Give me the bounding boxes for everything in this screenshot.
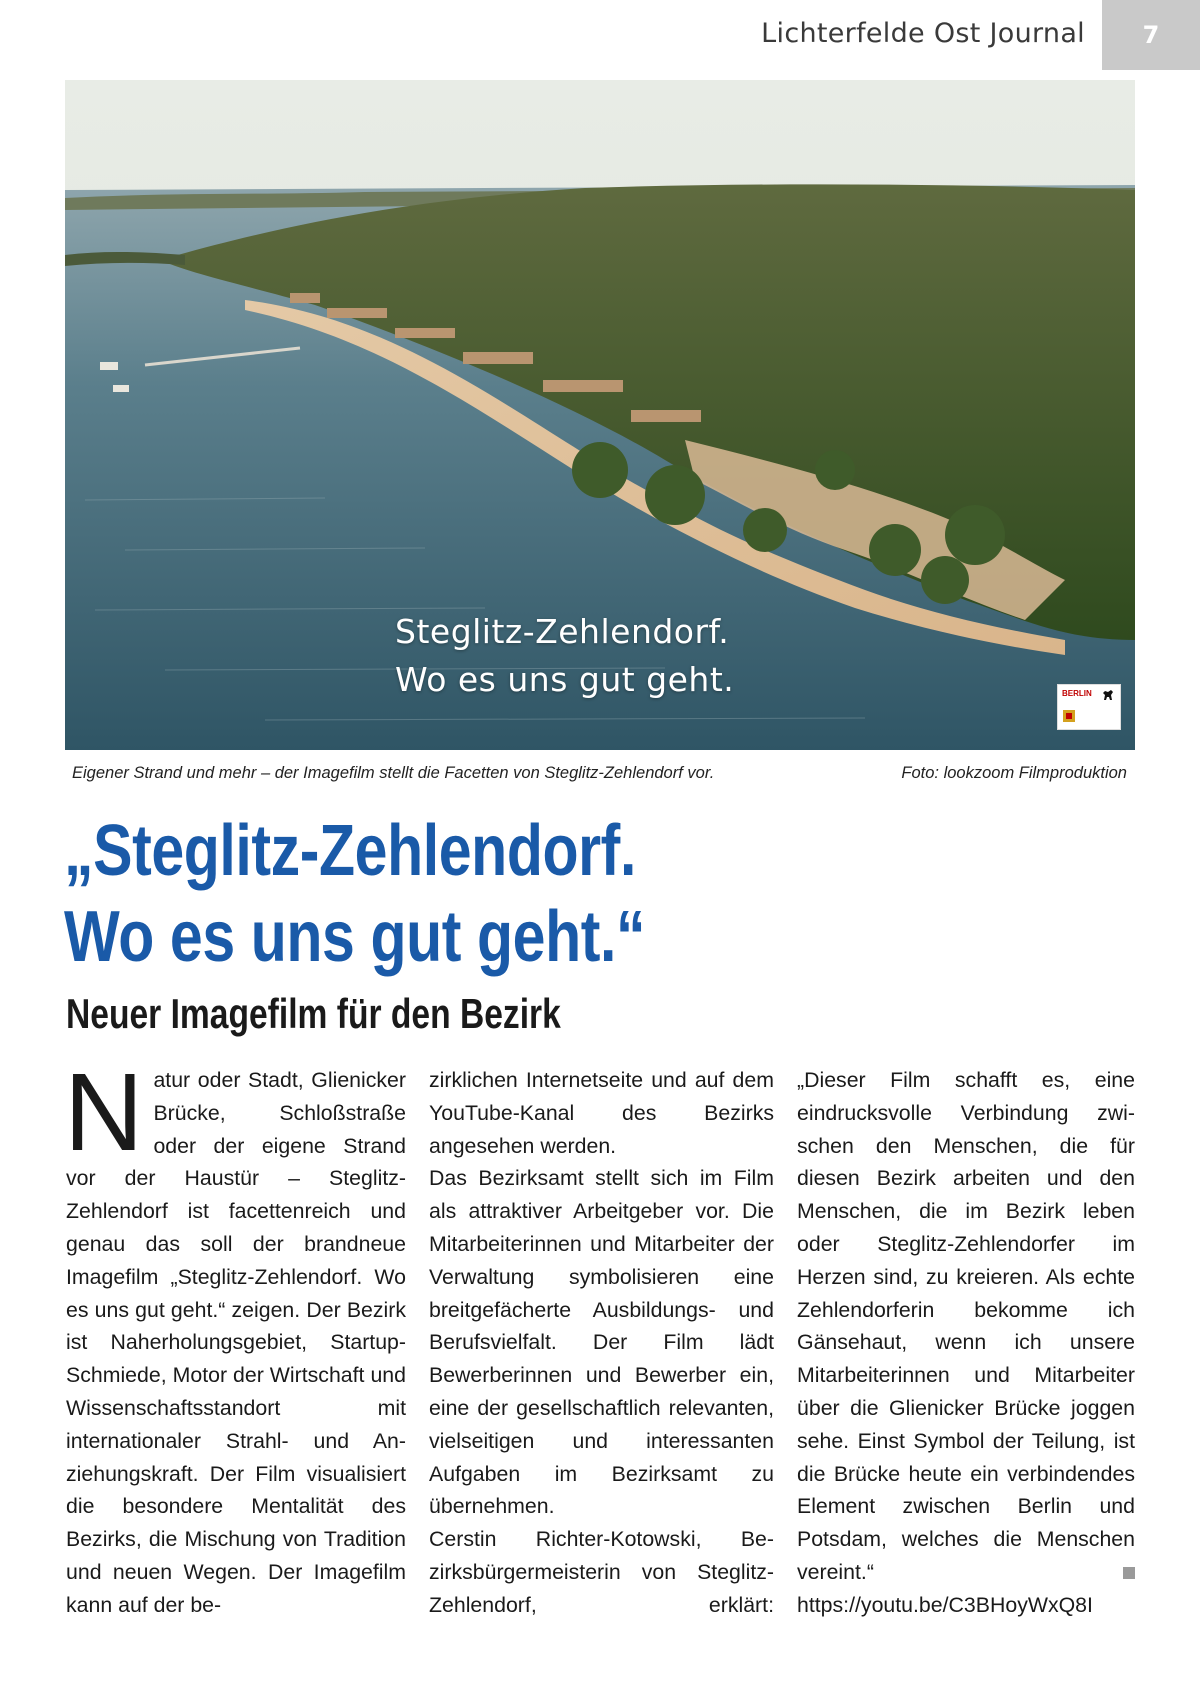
column-2-paragraph-2: Das Bezirksamt stellt sich im Film als attraktiver Arbeitgeber vor. Die Mitarbeiterinnen und Mitarbeiter der Verwaltung symbolisieren eine breitgefächerte Ausbildungs- und Berufsvielfalt. Der Film lädt Bewerberinnen und Bewerber ein, eine der gesellschaftlich relevanten, vielseitigen und interessanten Aufgaben im Bezirksamt zu übernehmen. xyxy=(429,1166,774,1519)
headline-line-2: Wo es uns gut geht.“ xyxy=(64,897,646,977)
page-number-box xyxy=(1102,0,1200,70)
photo-credit: Foto: lookzoom Filmproduktion xyxy=(901,764,1127,782)
berlin-bear-icon xyxy=(1101,688,1115,702)
drop-cap: N xyxy=(64,1051,144,1174)
photo-overlay-slogan xyxy=(395,608,734,704)
headline-line-1: „Steglitz-Zehlendorf. xyxy=(64,811,636,891)
article-column-2 xyxy=(429,1064,774,1622)
column-2-paragraph-3: Cerstin Richter-Kotowski, Bezirksbürgermeisterin von Steglitz-Zehlendorf, erklärt: xyxy=(429,1527,774,1617)
page-header xyxy=(0,0,1200,70)
overlay-line-2: Wo es uns gut geht. xyxy=(395,660,735,699)
overlay-line-1: Steglitz-Zehlendorf. xyxy=(395,612,730,651)
column-1-text: atur oder Stadt, Glienicker Brücke, Schloßstraße oder der eigene Strand vor der Haustür – Steglitz-Zehlendorf ist facettenreich und genau das soll der brandneue Imagefilm „Steglitz-Zehlendorf. Wo es uns gut geht.“ zeigen. Der Bezirk ist Naherholungsgebiet, Startup-Schmiede, Motor der Wirtschaft und Wissenschaftsstandort mit internationaler Strahl- und Anziehungskraft. Der Film visualisiert die besondere Mentalität des Bezirks, die Mischung von Tradition und neuen Wegen. Der Imagefilm kann auf der be- xyxy=(66,1068,406,1617)
column-2-paragraph-1: zirklichen Internetseite und auf dem YouTube-Kanal des Bezirks angesehen werden. xyxy=(429,1068,774,1158)
page-number: 7 xyxy=(1142,21,1160,49)
article-column-1 xyxy=(64,1051,406,1622)
photo-caption: Eigener Strand und mehr – der Imagefilm stellt die Facetten von Steglitz-Zehlendorf vor. xyxy=(72,764,715,782)
district-crest-icon xyxy=(1062,709,1076,723)
berlin-logo-text: BERLIN xyxy=(1062,689,1092,698)
video-url-link[interactable]: https://youtu.be/C3BHoyWxQ8I xyxy=(797,1592,1093,1617)
article-column-3 xyxy=(797,1064,1135,1622)
article-headline xyxy=(64,808,645,980)
article-subheadline: Neuer Imagefilm für den Bezirk xyxy=(66,990,561,1037)
berlin-logo xyxy=(1057,684,1121,730)
aerial-photo xyxy=(65,80,1135,750)
quote-text: „Dieser Film schafft es, eine eindrucksvolle Verbindung zwischen den Menschen, die für diesen Bezirk arbeiten und den Menschen, die im Bezirk leben oder Steglitz-Zehlendorfer im Herzen sind, zu kreieren. Als echte Zehlendorferin bekomme ich Gänsehaut, wenn ich unsere Mitarbeiterinnen und Mitarbeiter über die Glienicker Brücke joggen sehe. Einst Symbol der Teilung, ist die Brücke heute ein verbindendes Element zwischen Berlin und Potsdam, welches die Menschen vereint.“ xyxy=(797,1068,1135,1584)
article-end-square-icon xyxy=(1123,1567,1135,1579)
journal-title: Lichterfelde Ost Journal xyxy=(761,18,1085,49)
